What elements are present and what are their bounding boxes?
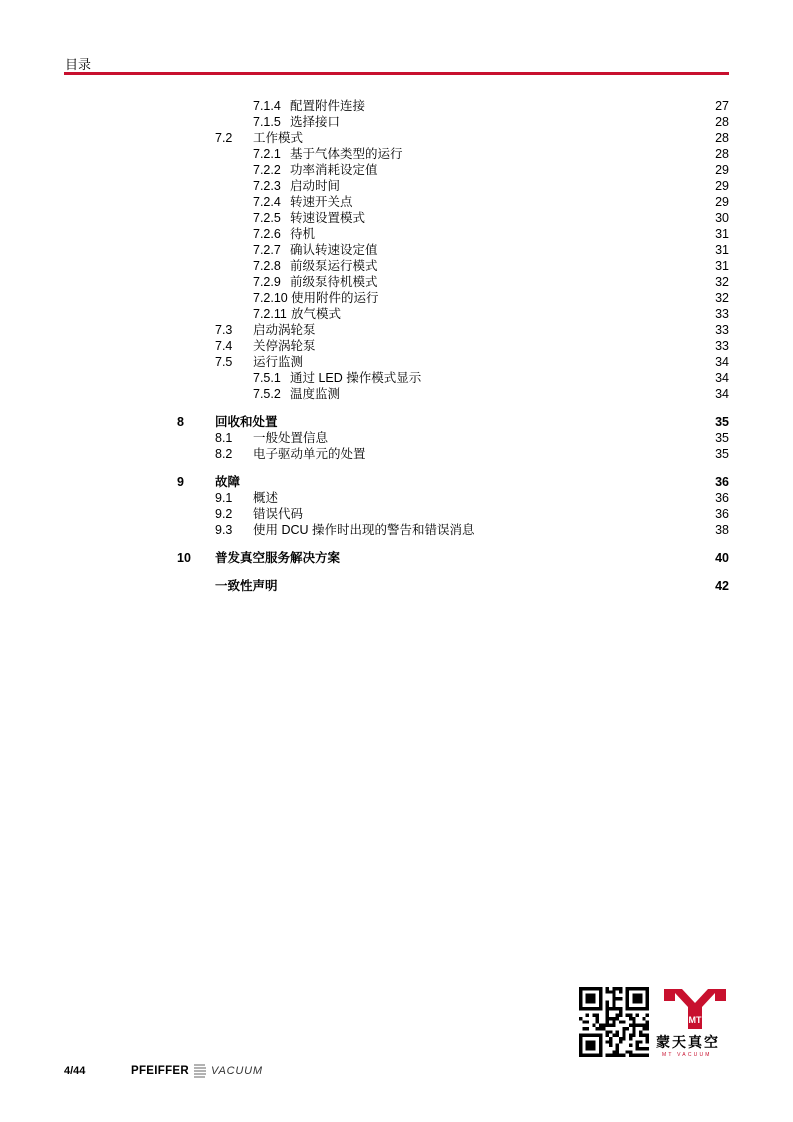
toc-entry-title: 概述 (253, 491, 279, 505)
toc-entry-page: 29 (715, 195, 729, 209)
toc-entry-page: 32 (715, 275, 729, 289)
toc-entry-page: 31 (715, 259, 729, 273)
toc-entry[interactable] (0, 210, 793, 226)
toc-entry-number: 8.1 (215, 431, 233, 445)
toc-entry[interactable] (0, 130, 793, 146)
toc-entry[interactable] (0, 338, 793, 354)
toc-entry-page: 31 (715, 227, 729, 241)
toc-entry-page: 33 (715, 307, 729, 321)
toc-entry-page: 36 (715, 507, 729, 521)
toc-entry-title: 工作模式 (253, 131, 304, 145)
toc-entry[interactable] (0, 162, 793, 178)
toc-entry[interactable] (0, 550, 793, 566)
toc-entry-page: 28 (715, 115, 729, 129)
toc-entry[interactable] (0, 414, 793, 430)
toc-entry-page: 36 (715, 491, 729, 505)
toc-entry-page: 36 (715, 475, 729, 489)
toc-entry-number: 7.2.1 (253, 147, 281, 161)
toc-entry-page: 40 (715, 551, 729, 565)
mt-vacuum-logo-subtitle: MT VACUUM (662, 1052, 712, 1058)
toc-entry-number: 7.1.5 (253, 115, 281, 129)
toc-entry-title: 待机 (290, 227, 316, 241)
mt-logo-letters: MT (688, 1015, 702, 1025)
toc-entry-page: 34 (715, 387, 729, 401)
toc-entry-page: 35 (715, 415, 729, 429)
toc-entry-title: 电子驱动单元的处置 (253, 447, 366, 461)
toc-entry-title: 错误代码 (253, 507, 304, 521)
page-header-title: 目录 (65, 57, 92, 72)
pfeiffer-vacuum-logo (131, 1062, 263, 1080)
toc-entry-page: 29 (715, 163, 729, 177)
toc-entry-page: 31 (715, 243, 729, 257)
header-divider (64, 72, 729, 75)
toc-entry[interactable] (0, 386, 793, 402)
toc-entry-number: 7.2 (215, 131, 233, 145)
toc-entry-page: 32 (715, 291, 729, 305)
toc-entry[interactable] (0, 98, 793, 114)
toc-entry-number: 7.2.6 (253, 227, 281, 241)
toc-entry-title: 功率消耗设定值 (290, 163, 378, 177)
toc-entry-title: 一致性声明 (215, 579, 278, 593)
toc-entry-page: 42 (715, 579, 729, 593)
toc-entry-number: 7.2.2 (253, 163, 281, 177)
toc-entry-number: 7.2.11 (253, 307, 287, 321)
toc-entry[interactable] (0, 506, 793, 522)
toc-entry-number: 7.2.10 (253, 291, 288, 305)
toc-entry-title: 转速设置模式 (290, 211, 366, 225)
toc-entry-page: 28 (715, 131, 729, 145)
toc-entry-title: 一般处置信息 (253, 431, 329, 445)
toc-entry-number: 9.2 (215, 507, 233, 521)
toc-entry[interactable] (0, 522, 793, 538)
toc-entry-number: 7.2.9 (253, 275, 281, 289)
toc-entry[interactable] (0, 370, 793, 386)
toc-entry-title: 启动涡轮泵 (253, 323, 316, 337)
toc-entry-page: 30 (715, 211, 729, 225)
toc-entry-number: 7.2.8 (253, 259, 281, 273)
toc-entry[interactable] (0, 430, 793, 446)
toc-entry-title: 启动时间 (290, 179, 341, 193)
toc-entry-title: 使用附件的运行 (291, 291, 379, 305)
toc-entry-page: 29 (715, 179, 729, 193)
toc-entry-title: 前级泵待机模式 (290, 275, 378, 289)
toc-entry[interactable] (0, 490, 793, 506)
toc-entry[interactable] (0, 226, 793, 242)
toc-entry-number: 7.5.1 (253, 371, 281, 385)
toc-entry-number: 7.2.4 (253, 195, 281, 209)
toc-entry[interactable] (0, 178, 793, 194)
toc-entry-title: 基于气体类型的运行 (290, 147, 403, 161)
toc-entry[interactable] (0, 446, 793, 462)
toc-entry-page: 33 (715, 323, 729, 337)
toc-entry-number: 7.5.2 (253, 387, 281, 401)
toc-entry[interactable] (0, 194, 793, 210)
toc-entry-number: 8.2 (215, 447, 233, 461)
toc-entry-number: 8 (177, 415, 184, 429)
toc-entry[interactable] (0, 306, 793, 322)
page-number: 4/44 (64, 1065, 86, 1077)
toc-entry-title: 运行监测 (253, 355, 304, 369)
toc-entry-page: 27 (715, 99, 729, 113)
toc-entry-title: 通过 LED 操作模式显示 (290, 371, 422, 385)
toc-entry[interactable] (0, 242, 793, 258)
toc-entry-page: 35 (715, 447, 729, 461)
toc-entry-title: 转速开关点 (290, 195, 353, 209)
toc-entry-number: 9 (177, 475, 184, 489)
toc-entry[interactable] (0, 354, 793, 370)
toc-entry-number: 9.3 (215, 523, 233, 537)
toc-entry-title: 回收和处置 (215, 415, 278, 429)
toc-entry-page: 34 (715, 355, 729, 369)
toc-entry-title: 关停涡轮泵 (253, 339, 316, 353)
toc-entry-number: 7.3 (215, 323, 233, 337)
toc-entry[interactable] (0, 146, 793, 162)
toc-entry-number: 7.5 (215, 355, 233, 369)
toc-entry-number: 10 (177, 551, 191, 565)
toc-entry-number: 9.1 (215, 491, 233, 505)
toc-entry[interactable] (0, 578, 793, 594)
qr-code-icon (579, 987, 649, 1057)
mt-vacuum-logo-icon (660, 987, 730, 1032)
toc-entry[interactable] (0, 258, 793, 274)
toc-entry-page: 35 (715, 431, 729, 445)
mt-vacuum-logo-text: 蒙天真空 (656, 1034, 720, 1050)
toc-entry-number: 7.2.3 (253, 179, 281, 193)
toc-entry[interactable] (0, 114, 793, 130)
toc-entry-title: 普发真空服务解决方案 (215, 551, 341, 565)
brand-chevron-icon (193, 1063, 207, 1079)
toc-entry-title: 温度监测 (290, 387, 341, 401)
brand-subtitle: VACUUM (211, 1065, 263, 1077)
toc-entry-title: 选择接口 (290, 115, 341, 129)
toc-entry[interactable] (0, 274, 793, 290)
toc-entry-number: 7.1.4 (253, 99, 281, 113)
toc-entry-title: 前级泵运行模式 (290, 259, 378, 273)
toc-entry-page: 28 (715, 147, 729, 161)
toc-entry-page: 33 (715, 339, 729, 353)
toc-entry[interactable] (0, 474, 793, 490)
toc-entry-page: 34 (715, 371, 729, 385)
brand-name: PFEIFFER (131, 1065, 189, 1077)
toc-entry-title: 放气模式 (291, 307, 342, 321)
toc-entry[interactable] (0, 322, 793, 338)
toc-entry-number: 7.2.7 (253, 243, 281, 257)
toc-entry-title: 故障 (215, 475, 241, 489)
toc-entry-title: 配置附件连接 (290, 99, 366, 113)
toc-entry-page: 38 (715, 523, 729, 537)
toc-entry-number: 7.4 (215, 339, 233, 353)
toc-entry-title: 确认转速设定值 (290, 243, 378, 257)
toc-entry-number: 7.2.5 (253, 211, 281, 225)
toc-entry-title: 使用 DCU 操作时出现的警告和错误消息 (253, 523, 475, 537)
toc-entry[interactable] (0, 290, 793, 306)
